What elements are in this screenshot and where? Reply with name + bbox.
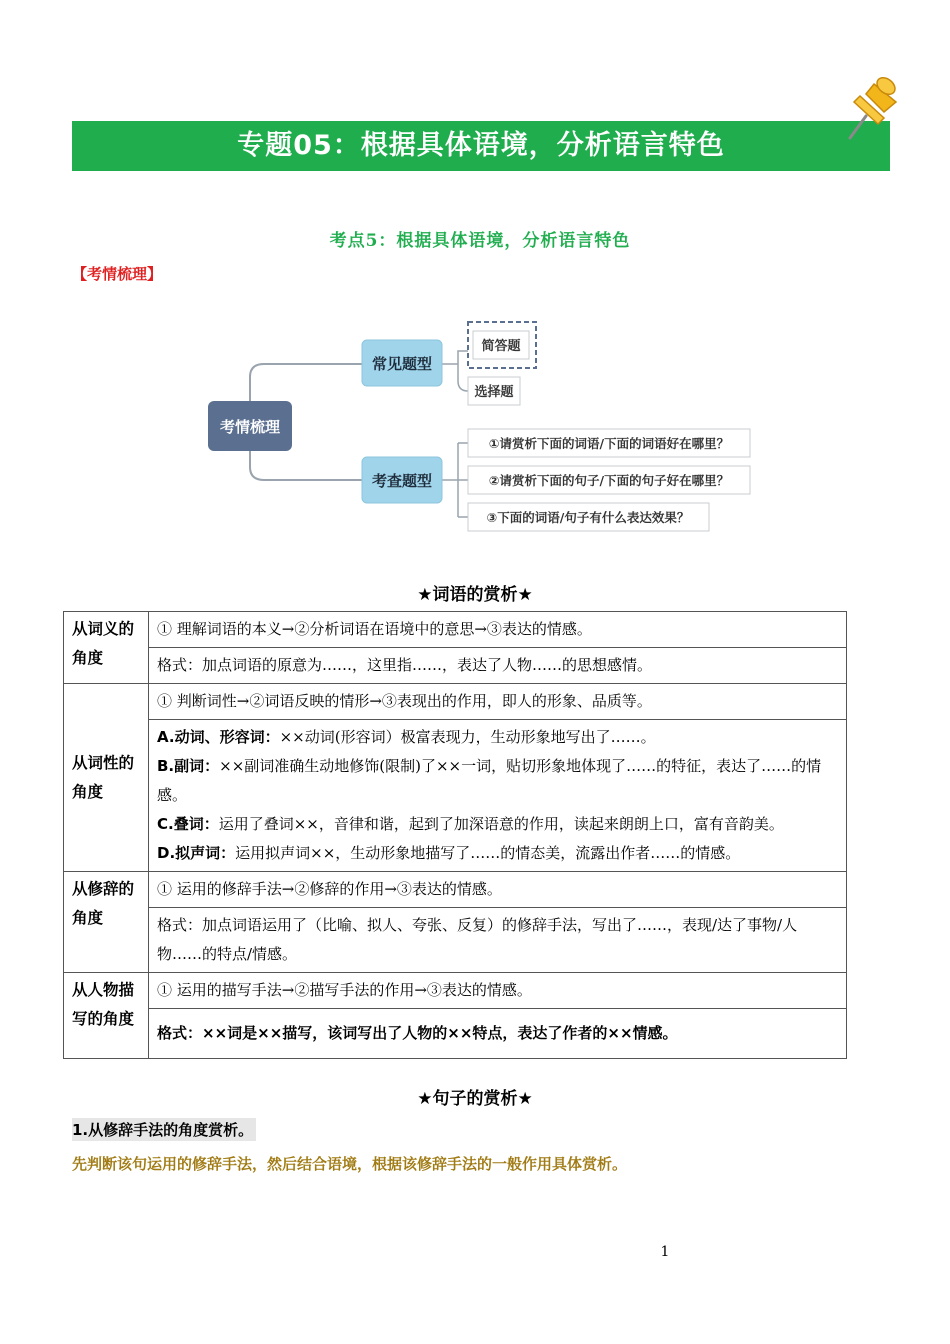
subtitle: 考点5：根据具体语境，分析语言特色 (329, 231, 631, 251)
mindmap-branch-exam (362, 457, 442, 503)
table-row (64, 684, 847, 720)
table-cell: 格式：××词是××描写，该词写出了人物的××特点，表达了作者的××情感。 (149, 1009, 847, 1059)
sentence-item-description: 先判断该句运用的修辞手法，然后结合语境，根据该修辞手法的一般作用具体赏析。 (72, 1155, 628, 1173)
table-row (64, 908, 847, 973)
pos-item-a: A.动词、形容词：××动词(形容词）极富表现力，生动形象地写出了……。 (157, 728, 656, 746)
pos-item-d: D.拟声词：运用拟声词××，生动形象地描写了……的情态美，流露出作者……的情感。 (157, 844, 741, 862)
table-cell: 格式：加点词语的原意为……，这里指……，表达了人物……的思想感情。 (149, 648, 847, 684)
sentence-section-heading: ★句子的赏析★ (417, 1089, 533, 1109)
table-row (64, 872, 847, 908)
page-number: 1 (660, 1244, 670, 1260)
mindmap-leaf (468, 466, 750, 494)
pushpin-icon (840, 72, 904, 144)
mindmap-root-node (208, 401, 292, 451)
table-cell: ① 运用的修辞手法→②修辞的作用→③表达的情感。 (149, 872, 847, 908)
mindmap-leaf-label: 简答题 (481, 339, 521, 354)
mindmap-leaf-label: 选择题 (474, 385, 514, 400)
mind-map (200, 315, 760, 540)
word-section-heading: ★词语的赏析★ (417, 585, 533, 605)
category-character: 从人物描写的角度 (64, 973, 149, 1059)
table-cell: ① 运用的描写手法→②描写手法的作用→③表达的情感。 (149, 973, 847, 1009)
category-rhetoric: 从修辞的角度 (64, 872, 149, 973)
pos-item-b: B.副词：××副词准确生动地修饰(限制)了××一词，贴切形象地体现了……的特征，表达了……的情感。 (157, 757, 822, 804)
mindmap-leaf-label: ①请赏析下面的词语/下面的词语好在哪里？ (488, 436, 730, 451)
mindmap-leaf (468, 322, 536, 368)
title-banner (72, 121, 890, 171)
mindmap-branch-common (362, 340, 442, 386)
category-part-of-speech: 从词性的角度 (64, 684, 149, 872)
category-meaning: 从词义的角度 (64, 612, 149, 684)
table-row (64, 1009, 847, 1059)
mindmap-leaf-label: ②请赏析下面的句子/下面的句子好在哪里？ (488, 473, 730, 488)
table-cell (149, 720, 847, 872)
mindmap-branch-label: 常见题型 (371, 355, 433, 373)
table-row (64, 973, 847, 1009)
mindmap-leaf (468, 429, 750, 457)
mindmap-leaf (468, 377, 520, 405)
mindmap-branch-label: 考查题型 (371, 472, 433, 490)
mindmap-leaf (468, 503, 709, 531)
table-cell: ① 判断词性→②词语反映的情形→③表现出的作用，即人的形象、品质等。 (149, 684, 847, 720)
pos-item-c: C.叠词：运用了叠词××，音律和谐，起到了加深语意的作用，读起来朗朗上口，富有音韵美。 (157, 815, 784, 833)
table-cell: 格式：加点词语运用了（比喻、拟人、夸张、反复）的修辞手法，写出了……，表现/达了事物/人物……的特点/情感。 (149, 908, 847, 973)
table-row (64, 648, 847, 684)
mindmap-leaf-label: ③下面的词语/句子有什么表达效果？ (486, 510, 690, 525)
table-cell: ① 理解词语的本义→②分析词语在语境中的意思→③表达的情感。 (149, 612, 847, 648)
page-title: 专题05：根据具体语境，分析语言特色 (237, 130, 725, 161)
word-appreciation-table (63, 611, 847, 1059)
table-row (64, 720, 847, 872)
mindmap-root-label: 考情梳理 (219, 418, 281, 436)
table-row (64, 612, 847, 648)
section-tag: 【考情梳理】 (72, 265, 163, 283)
sentence-item-heading: 1.从修辞手法的角度赏析。 (72, 1118, 256, 1141)
